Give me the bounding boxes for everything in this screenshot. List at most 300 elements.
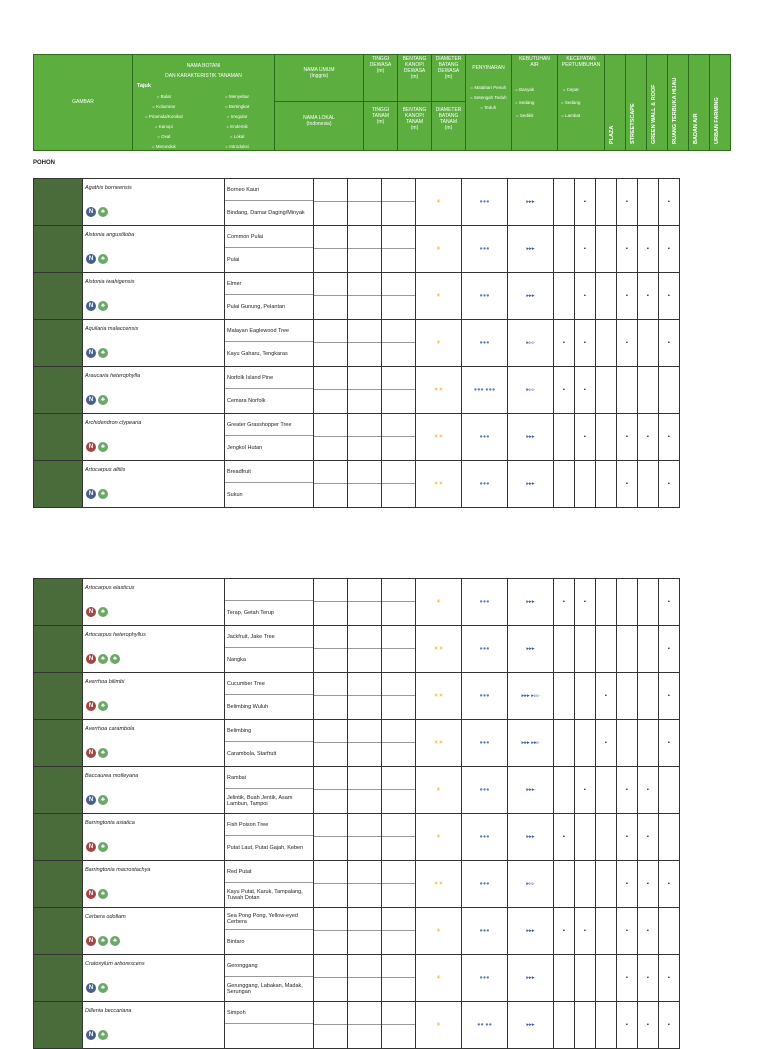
botanical-cell (83, 673, 225, 720)
growth-speed-icon: ▸▸▸ (508, 226, 554, 273)
usage-mark (575, 861, 596, 908)
water-icon: ●●● (462, 226, 508, 273)
usage-mark: ▪ (617, 414, 638, 461)
water-icon: ●●● (462, 320, 508, 367)
usage-mark (596, 955, 617, 1002)
crown-shape-icon: ♣ (98, 983, 108, 993)
header-line: TINGGI (371, 107, 390, 113)
usage-mark (659, 767, 680, 814)
header-line: = Lambat (561, 113, 581, 118)
dimension-cell (314, 367, 348, 414)
sun-icon: ☀ (416, 814, 462, 861)
usage-mark: ▪ (638, 908, 659, 955)
botanical-name: Alstonia iwahigensis (85, 279, 135, 285)
origin-badge: N (86, 301, 96, 311)
sun-icon: ☀☀ (416, 720, 462, 767)
header-line: AIR (530, 62, 539, 68)
usage-mark: ▪ (575, 367, 596, 414)
header-vertical-label: STREETSCAPE (630, 103, 636, 144)
usage-mark: ▪ (659, 461, 680, 508)
water-icon: ●●● (462, 273, 508, 320)
origin-badge: N (86, 442, 96, 452)
dimension-cell (314, 767, 348, 814)
plant-photo (34, 226, 83, 273)
dimension-cell (382, 226, 416, 273)
header-line: = Sedang (515, 100, 535, 105)
usage-mark: ▪ (659, 626, 680, 673)
dimension-cell (348, 767, 382, 814)
header-line: = Kanopi (154, 124, 173, 129)
usage-mark (575, 720, 596, 767)
header-line: = Endemik (226, 124, 248, 129)
common-name: Jackfruit, Jake Tree (225, 626, 313, 648)
growth-speed-icon: ▸▸▸ (508, 955, 554, 1002)
local-name: Belimbing Wuluh (227, 703, 269, 710)
table-row (34, 320, 680, 367)
botanical-name: Baccaurea motleyana (85, 773, 139, 779)
header-line: KECEPATAN (566, 56, 596, 62)
botanical-cell (83, 814, 225, 861)
dimension-cell (314, 626, 348, 673)
header-line: BATANG (438, 62, 459, 68)
table-row (34, 626, 680, 673)
usage-mark: ▪ (575, 179, 596, 226)
crown-shape-icon: ♣ (98, 207, 108, 217)
usage-mark (659, 908, 680, 955)
dimension-cell (348, 673, 382, 720)
usage-mark (554, 955, 575, 1002)
dimension-cell (348, 955, 382, 1002)
dimension-cell (348, 814, 382, 861)
dimension-cell (314, 955, 348, 1002)
names-cell (225, 955, 314, 1002)
table-row (34, 955, 680, 1002)
origin-badge: N (86, 936, 96, 946)
dimension-cell (314, 320, 348, 367)
origin-badge: N (86, 842, 96, 852)
header-vertical-col (689, 55, 710, 150)
header-line: (m) (410, 74, 419, 80)
plant-photo (34, 320, 83, 367)
crown-shape-icon: ♣ (98, 748, 108, 758)
header-line: TANAM (439, 119, 458, 125)
names-cell (225, 179, 314, 226)
sun-icon: ☀☀ (416, 861, 462, 908)
dimension-cell (314, 861, 348, 908)
origin-badge: N (86, 395, 96, 405)
header-vertical-col (626, 55, 647, 150)
names-cell (225, 579, 314, 626)
usage-mark: ▪ (554, 320, 575, 367)
usage-mark (596, 626, 617, 673)
water-icon: ●●● (462, 414, 508, 461)
usage-mark: ▪ (638, 814, 659, 861)
names-cell (225, 273, 314, 320)
water-icon: ●● ●● (462, 1002, 508, 1049)
plant-photo (34, 414, 83, 461)
usage-mark (554, 1002, 575, 1049)
sun-icon: ☀☀ (416, 367, 462, 414)
header-line: = Cepat (562, 87, 579, 92)
sun-icon: ☀☀ (416, 414, 462, 461)
header-line: = Matahari Penuh (470, 85, 507, 90)
crown-shape-icon: ♣ (98, 395, 108, 405)
growth-speed-icon: ▸▹▹ (508, 861, 554, 908)
usage-mark: ▪ (659, 861, 680, 908)
water-icon: ●●● (462, 861, 508, 908)
usage-mark: ▪ (575, 908, 596, 955)
growth-speed-icon: ▸▸▸ (508, 273, 554, 320)
plant-table-1 (33, 178, 680, 508)
usage-mark (638, 179, 659, 226)
table-row (34, 461, 680, 508)
header-vertical-label: BADAN AIR (693, 113, 699, 144)
header-line: = Oval (157, 134, 171, 139)
usage-mark: ▪ (617, 320, 638, 367)
names-cell (225, 814, 314, 861)
header-line: DEWASA (403, 68, 426, 74)
crown-shape-icon: ♣ (98, 607, 108, 617)
sun-icon: ☀ (416, 320, 462, 367)
names-cell (225, 320, 314, 367)
botanical-cell (83, 579, 225, 626)
usage-mark (596, 908, 617, 955)
origin-badge: N (86, 748, 96, 758)
usage-mark: ▪ (638, 273, 659, 320)
usage-mark (638, 320, 659, 367)
header-line: TINGGI (371, 56, 390, 62)
water-icon: ●●● (462, 461, 508, 508)
header-kecepatan (558, 55, 605, 150)
common-name: Elmer (225, 273, 313, 295)
usage-mark: ▪ (659, 226, 680, 273)
common-name: Greater Grasshopper Tree (225, 414, 313, 436)
sun-icon: ☀ (416, 908, 462, 955)
botanical-cell (83, 955, 225, 1002)
usage-mark: ▪ (638, 861, 659, 908)
header-nama-botani: NAMA BOTANI DAN KARAKTERISTIK TANAMAN Tajuk = Bulat = Kolumnar = Piramida/Konikal = Kanopi = Oval = Merunduk = Menyebar = Bertingkat = Irregular = Endemik = Lokal = Introduksi (133, 55, 275, 150)
usage-mark (554, 226, 575, 273)
dimension-cell (314, 226, 348, 273)
header-line: BATANG (438, 113, 459, 119)
table-row (34, 579, 680, 626)
local-name: Terap, Getah Terup (227, 609, 274, 616)
crown-shape-icon: ♣ (98, 842, 108, 852)
header-penyinaran: PENYINARAN = Matahari Penuh = Setengah Teduh = Teduh (466, 55, 512, 150)
dimension-cell (348, 861, 382, 908)
plant-photo (34, 461, 83, 508)
usage-mark (554, 626, 575, 673)
plant-photo (34, 179, 83, 226)
plant-table-2 (33, 578, 680, 1049)
plant-photo (34, 955, 83, 1002)
sun-icon: ☀ (416, 579, 462, 626)
header-nama-umum: NAMA UMUM (Inggris) NAMA LOKAL (Indonesia) (275, 55, 364, 150)
header-vertical-col (647, 55, 668, 150)
sun-icon: ☀☀ (416, 673, 462, 720)
usage-mark: ▪ (575, 767, 596, 814)
header-tinggi (364, 55, 398, 150)
usage-mark: ▪ (638, 955, 659, 1002)
table-row (34, 814, 680, 861)
header-line: = Irregular (226, 114, 248, 119)
botanical-name: Cerbera odollam (85, 914, 126, 920)
header-line: = Teduh (480, 105, 497, 110)
botanical-cell (83, 273, 225, 320)
usage-mark: ▪ (617, 814, 638, 861)
dimension-cell (314, 579, 348, 626)
origin-badge: N (86, 701, 96, 711)
local-name (225, 1024, 313, 1047)
common-name: Borneo Kauri (225, 179, 313, 201)
names-cell (225, 367, 314, 414)
header-line: DIAMETER (435, 56, 462, 62)
origin-badge: N (86, 207, 96, 217)
growth-speed-icon: ▸▸▸ (508, 626, 554, 673)
local-name: Putat Laut, Putat Gajah, Keben (227, 844, 304, 851)
dimension-cell (382, 1002, 416, 1049)
botanical-cell (83, 461, 225, 508)
usage-mark (596, 1002, 617, 1049)
crown-shape-icon: ♣ (98, 889, 108, 899)
botanical-name: Barringtonia macrostachya (85, 867, 151, 873)
origin-badge: N (86, 1030, 96, 1040)
table-row (34, 179, 680, 226)
sun-icon: ☀☀ (416, 626, 462, 673)
crown-shape-icon: ♣ (98, 1030, 108, 1040)
table-row (34, 414, 680, 461)
header-diameter (432, 55, 466, 150)
water-icon: ●●● (462, 908, 508, 955)
botanical-name: Archidendron clypearia (85, 420, 142, 426)
usage-mark (638, 579, 659, 626)
water-icon: ●●● (462, 673, 508, 720)
header-line: = Bertingkat (225, 104, 250, 109)
common-name: Norfolk Island Pine (225, 367, 313, 389)
usage-mark: ▪ (638, 226, 659, 273)
usage-mark: ▪ (575, 273, 596, 320)
dimension-cell (348, 414, 382, 461)
sun-icon: ☀ (416, 767, 462, 814)
usage-mark (596, 320, 617, 367)
usage-mark (575, 1002, 596, 1049)
header-vertical-col (605, 55, 626, 150)
dimension-cell (314, 179, 348, 226)
header-line: = Setengah Teduh (470, 95, 507, 100)
header-line: = Kolumnar (152, 104, 176, 109)
table-row (34, 861, 680, 908)
header-line: DEWASA (369, 62, 392, 68)
usage-mark: ▪ (659, 179, 680, 226)
plant-photo (34, 273, 83, 320)
water-icon: ●●● (462, 179, 508, 226)
header-bentang (398, 55, 432, 150)
growth-speed-icon: ▸▸▸ (508, 1002, 554, 1049)
usage-mark (554, 720, 575, 767)
crown-shape-icon: ♣ (110, 936, 120, 946)
water-icon: ●●● (462, 814, 508, 861)
usage-mark: ▪ (554, 367, 575, 414)
header-line: KANOPI (405, 113, 424, 119)
header-vertical-col (668, 55, 689, 150)
usage-mark (617, 673, 638, 720)
usage-mark (638, 367, 659, 414)
header-line: = Merunduk (151, 144, 176, 149)
crown-shape-icon: ♣ (98, 442, 108, 452)
botanical-cell (83, 320, 225, 367)
dimension-cell (382, 955, 416, 1002)
usage-mark (554, 414, 575, 461)
botanical-cell (83, 720, 225, 767)
origin-badge: N (86, 254, 96, 264)
usage-mark: ▪ (659, 673, 680, 720)
header-line: (m) (444, 125, 453, 131)
botanical-cell (83, 414, 225, 461)
header-line: DEWASA (437, 68, 460, 74)
usage-mark: ▪ (575, 226, 596, 273)
names-cell (225, 908, 314, 955)
header-vertical-label: URBAN FARMING (714, 97, 720, 144)
header-line: = Sedang (561, 100, 581, 105)
usage-mark (554, 767, 575, 814)
header-line: = Piramida/Konikal (145, 114, 183, 119)
header-line: = Menyebar (225, 94, 250, 99)
header-line: TANAM (405, 119, 424, 125)
sun-icon: ☀ (416, 1002, 462, 1049)
common-name: Geronggang (225, 955, 313, 977)
header-line: DIAMETER (435, 107, 462, 113)
common-name: Breadfruit (225, 461, 313, 483)
growth-speed-icon: ▸▸▸ (508, 579, 554, 626)
dimension-cell (314, 814, 348, 861)
local-name: Pulai Gunung, Pelantan (227, 303, 286, 310)
crown-shape-icon: ♣ (98, 254, 108, 264)
dimension-cell (382, 579, 416, 626)
growth-speed-icon: ▸▸▸ (508, 908, 554, 955)
legend-left (145, 92, 183, 152)
usage-mark: ▪ (617, 908, 638, 955)
botanical-cell (83, 226, 225, 273)
dimension-cell (382, 767, 416, 814)
usage-mark (596, 579, 617, 626)
plant-photo (34, 367, 83, 414)
usage-mark (659, 814, 680, 861)
common-name: Cucumber Tree (225, 673, 313, 695)
local-name: Jelintik, Buah Jentik, Asam Lambun, Tampoi (227, 794, 293, 807)
water-icon: ●●● (462, 767, 508, 814)
header-gambar: GAMBAR (34, 55, 133, 150)
header-vertical-label: GREEN WALL & ROOF (651, 84, 657, 144)
header-line: (m) (410, 125, 419, 131)
plant-photo (34, 673, 83, 720)
names-cell (225, 1002, 314, 1049)
sun-icon: ☀ (416, 955, 462, 1002)
growth-speed-icon: ▸▹▹ (508, 320, 554, 367)
dimension-cell (348, 626, 382, 673)
usage-mark: ▪ (638, 414, 659, 461)
table-row (34, 367, 680, 414)
usage-mark: ▪ (617, 179, 638, 226)
local-name: Gerunggang, Labakan, Madak, Serungan (227, 982, 303, 995)
header-line: KANOPI (405, 62, 424, 68)
dimension-cell (348, 367, 382, 414)
common-name: Simpoh (225, 1002, 313, 1024)
table-row (34, 720, 680, 767)
dimension-cell (382, 673, 416, 720)
header-line: PERTUMBUHAN (561, 62, 601, 68)
botanical-cell (83, 179, 225, 226)
plant-photo (34, 861, 83, 908)
dimension-cell (348, 1002, 382, 1049)
usage-mark (638, 720, 659, 767)
local-name: Carambola, Starfruit (227, 750, 277, 757)
dimension-cell (348, 461, 382, 508)
usage-mark (554, 673, 575, 720)
usage-mark: ▪ (554, 579, 575, 626)
header-line: BENTANG (402, 56, 427, 62)
usage-mark: ▪ (617, 273, 638, 320)
header-line: = Introduksi (225, 144, 249, 149)
growth-speed-icon: ▸▸▸ (508, 414, 554, 461)
header-line: (m) (376, 119, 385, 125)
origin-badge: N (86, 607, 96, 617)
sun-icon: ☀ (416, 226, 462, 273)
dimension-cell (348, 720, 382, 767)
header-vertical-col (710, 55, 731, 150)
usage-mark (575, 673, 596, 720)
botanical-name: Agathis borneensis (85, 185, 132, 191)
dimension-cell (382, 720, 416, 767)
dimension-cell (382, 179, 416, 226)
usage-mark: ▪ (659, 414, 680, 461)
common-name: Fish Poison Tree (225, 814, 313, 836)
botanical-cell (83, 626, 225, 673)
table-row (34, 908, 680, 955)
plant-photo (34, 1002, 83, 1049)
crown-shape-icon: ♣ (98, 489, 108, 499)
origin-badge: N (86, 654, 96, 664)
local-name: Kayu Putat, Karuk, Tampalang, Tuwah Dotan (227, 888, 303, 901)
crown-shape-icon: ♣ (98, 795, 108, 805)
names-cell (225, 626, 314, 673)
usage-mark (617, 720, 638, 767)
header-vertical-label: RUANG TERBUKA HIJAU (672, 77, 678, 144)
crown-shape-icon: ♣ (110, 654, 120, 664)
usage-mark (554, 861, 575, 908)
header-line: (m) (376, 68, 385, 74)
usage-mark (575, 955, 596, 1002)
dimension-cell (382, 861, 416, 908)
crown-shape-icon: ♣ (98, 348, 108, 358)
dimension-cell (348, 273, 382, 320)
dimension-cell (348, 179, 382, 226)
header-line: TANAM (371, 113, 390, 119)
header-line: = Sedikit (516, 113, 534, 118)
dimension-cell (314, 720, 348, 767)
usage-mark (617, 579, 638, 626)
usage-mark (575, 461, 596, 508)
usage-mark (596, 461, 617, 508)
botanical-name: Alstonia angustiloba (85, 232, 135, 238)
names-cell (225, 767, 314, 814)
water-icon: ●●● (462, 626, 508, 673)
crown-shape-icon: ♣ (98, 301, 108, 311)
usage-mark (575, 814, 596, 861)
usage-mark (617, 367, 638, 414)
usage-mark: ▪ (659, 320, 680, 367)
header-line: = Lokal (229, 134, 245, 139)
dimension-cell (382, 461, 416, 508)
